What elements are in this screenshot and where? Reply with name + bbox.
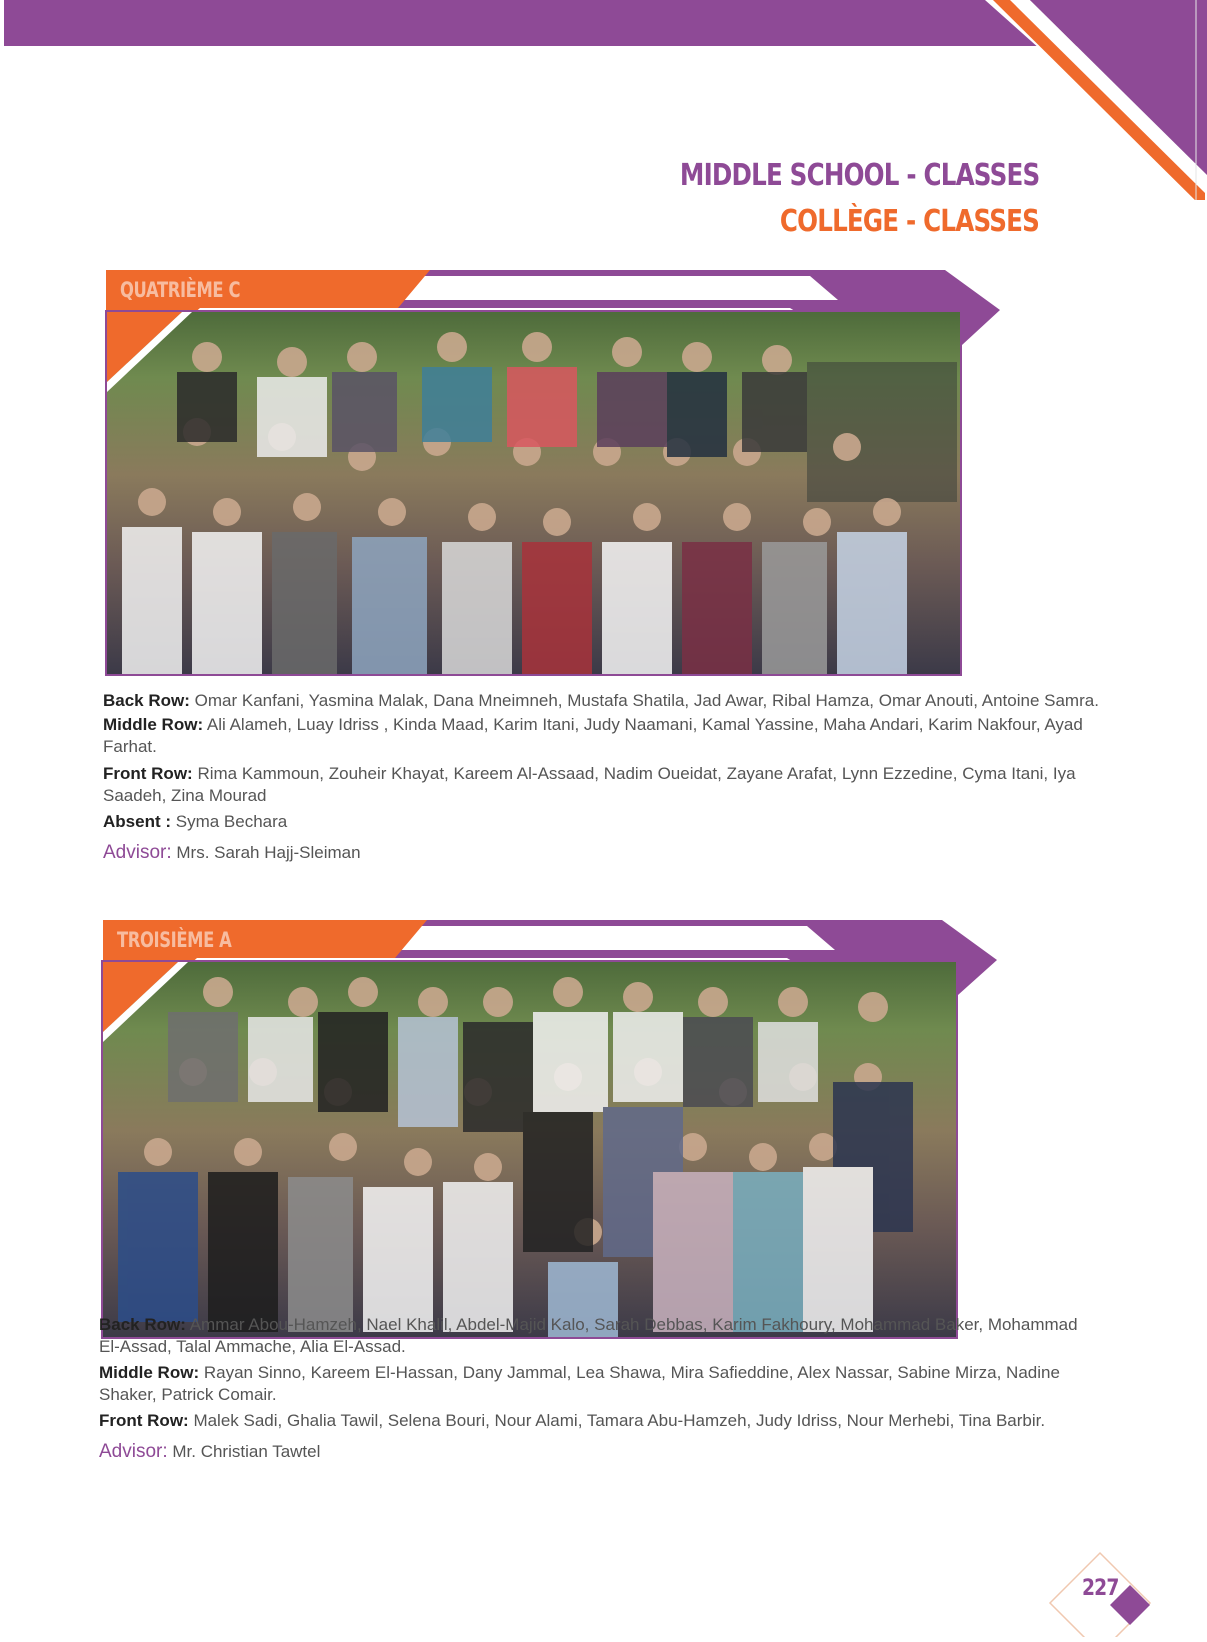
page-title-french: COLLÈGE - CLASSES: [779, 204, 1039, 239]
row-label: Back Row:: [99, 1315, 186, 1334]
class-photo: [105, 310, 962, 676]
advisor-label: Advisor:: [103, 842, 172, 863]
group-photo-placeholder: [103, 962, 956, 1337]
row-names: Rayan Sinno, Kareem El-Hassan, Dany Jammal, Lea Shawa, Mira Safieddine, Alex Nassar, Sabine Mirza, Nadine Shaker, Patrick Comair.: [99, 1363, 1060, 1404]
caption-back-row: [103, 690, 1099, 712]
row-names: Ammar Abou-Hamzeh, Nael Khalil, Abdel-Majid Kalo, Sarah Debbas, Karim Fakhoury, Mohammad Baker, Mohammad El-Assad, Talal Ammache, Alia El-Assad.: [99, 1315, 1078, 1356]
caption-middle-row: [103, 714, 1083, 758]
caption-front-row: [99, 1410, 1045, 1432]
row-names: Omar Kanfani, Yasmina Malak, Dana Mneimneh, Mustafa Shatila, Jad Awar, Ribal Hamza, Omar Anouti, Antoine Samra.: [194, 691, 1099, 710]
row-label: Front Row:: [103, 764, 193, 783]
row-names: Ali Alameh, Luay Idriss , Kinda Maad, Karim Itani, Judy Naamani, Kamal Yassine, Maha Andari, Karim Nakfour, Ayad Farhat.: [103, 715, 1083, 756]
row-label: Absent :: [103, 812, 171, 831]
page-number-badge: [1040, 1551, 1160, 1637]
class-label: QUATRIÈME C: [120, 278, 241, 302]
class-section-troisieme-a: [0, 920, 1207, 1340]
caption-middle-row: [99, 1362, 1079, 1406]
caption-absent: [103, 811, 287, 833]
class-label: TROISIÈME A: [117, 928, 232, 952]
caption-back-row: [99, 1314, 1079, 1358]
caption-front-row: [103, 763, 1083, 807]
row-names: Rima Kammoun, Zouheir Khayat, Kareem Al-Assaad, Nadim Oueidat, Zayane Arafat, Lynn Ezzedine, Cyma Itani, Iya Saadeh, Zina Mourad: [103, 764, 1076, 805]
caption-advisor: [103, 842, 361, 864]
row-label: Front Row:: [99, 1411, 189, 1430]
row-names: Malek Sadi, Ghalia Tawil, Selena Bouri, Nour Alami, Tamara Abu-Hamzeh, Judy Idriss, Nour Merhebi, Tina Barbir.: [193, 1411, 1046, 1430]
caption-advisor: [99, 1441, 320, 1463]
advisor-name: Mr. Christian Tawtel: [172, 1442, 321, 1461]
row-label: Middle Row:: [99, 1363, 200, 1382]
page-number: 227: [1082, 1576, 1119, 1601]
row-label: Back Row:: [103, 691, 190, 710]
class-photo: [101, 960, 958, 1339]
row-names: Syma Bechara: [175, 812, 288, 831]
advisor-label: Advisor:: [99, 1441, 168, 1462]
group-photo-placeholder: [107, 312, 960, 674]
advisor-name: Mrs. Sarah Hajj-Sleiman: [176, 843, 361, 862]
row-label: Middle Row:: [103, 715, 204, 734]
page-title-english: MIDDLE SCHOOL - CLASSES: [679, 158, 1039, 193]
